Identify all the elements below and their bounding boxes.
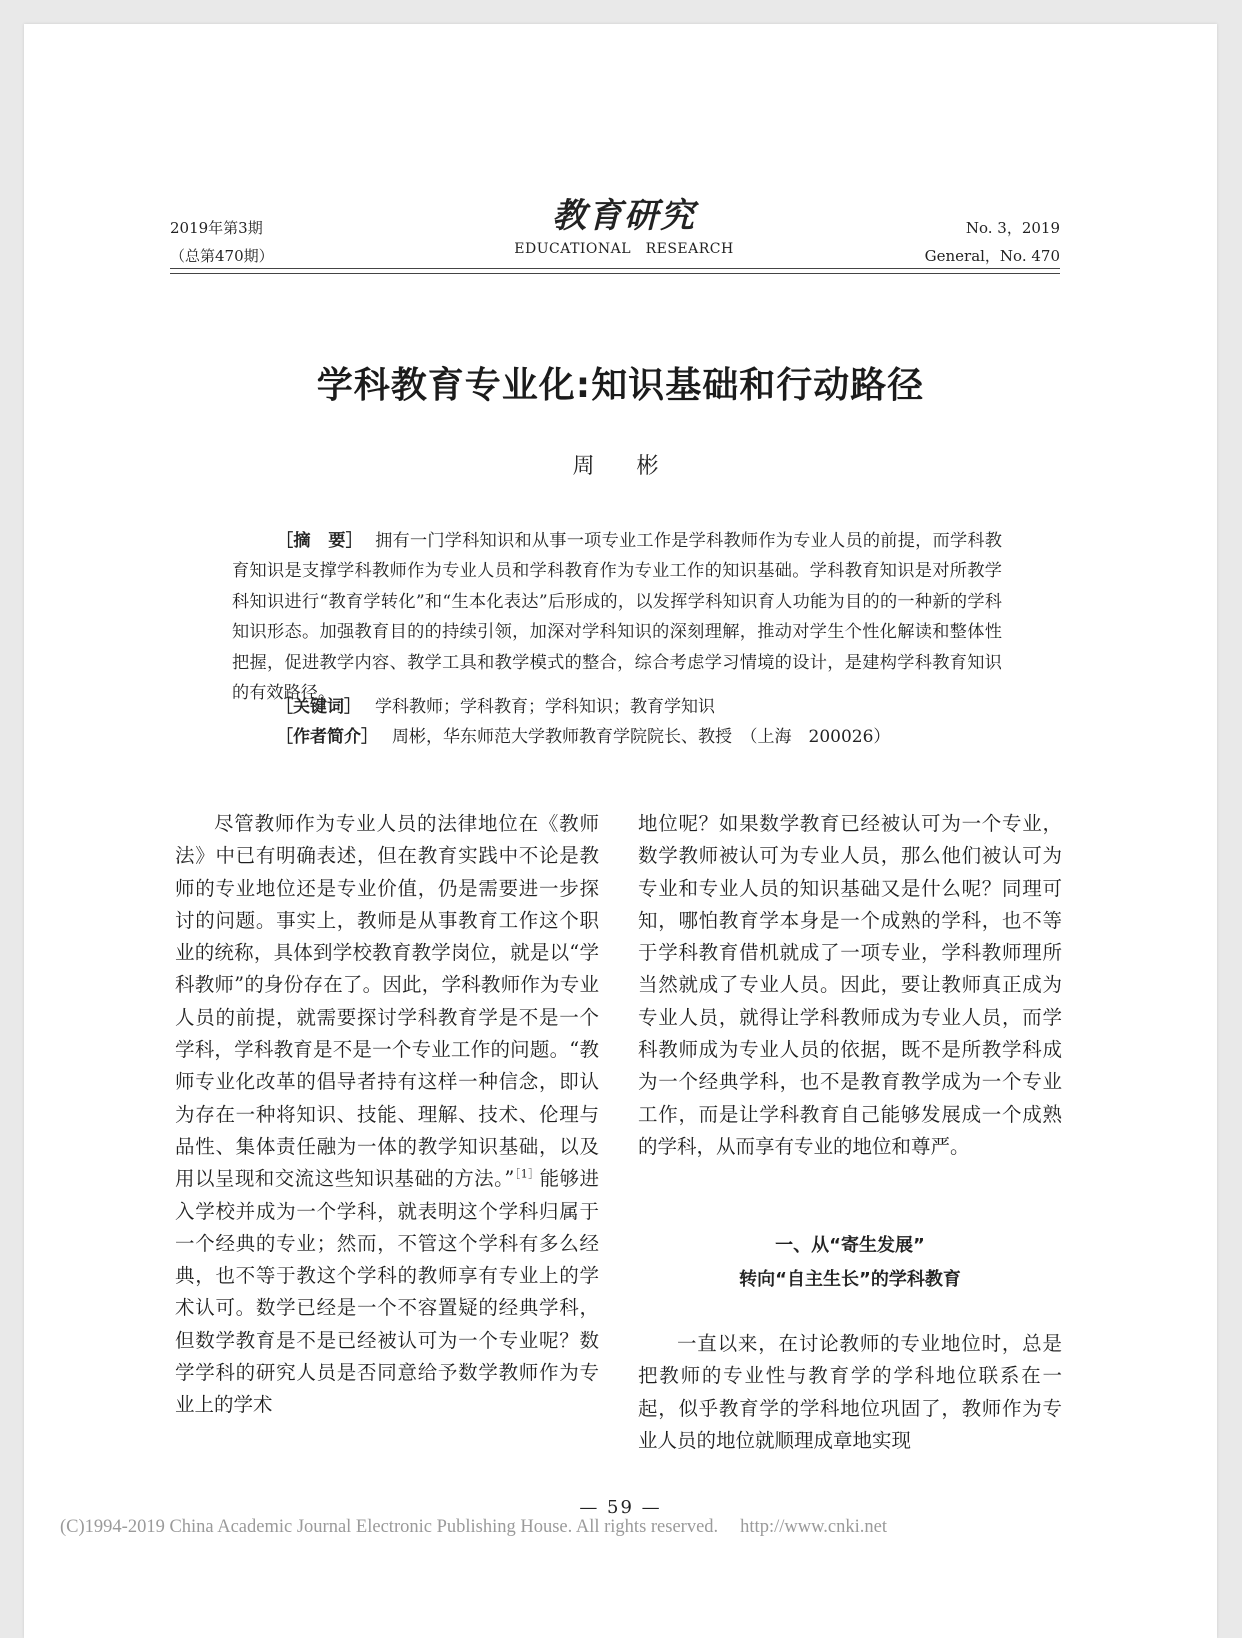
abstract	[232, 526, 1002, 708]
issue-info-cn	[170, 214, 274, 270]
footer-url[interactable]: http://www.cnki.net	[740, 1517, 887, 1537]
issue-year: 2019年第3期	[170, 219, 263, 237]
journal-logo: 教育研究	[552, 196, 696, 236]
article-title: 学科教育专业化:知识基础和行动路径	[316, 365, 925, 406]
body-paragraph: 一直以来，在讨论教师的专业地位时，总是把教师的专业性与教育学的学科地位联系在一起，似乎教育学的学科地位巩固了，教师作为专业人员的地位就顺理成章地实现	[638, 1332, 1062, 1452]
journal-page	[24, 24, 1217, 1638]
copyright-text: (C)1994-2019 China Academic Journal Electronic Publishing House. All rights reserved.	[60, 1517, 719, 1537]
keywords-label: ［关键词］	[276, 697, 361, 717]
journal-masthead	[494, 196, 754, 258]
issue-no-en: No. 3，2019	[965, 219, 1060, 237]
body-text-after-ref: 能够进入学校并成为一个学科，就表明这个学科归属于一个经典的专业；然而，不管这个学科有多么经典，也不等于教这个学科的教师享有专业上的学术认可。数学已经是一个不容置疑的经典学科，但数学教育是不是已经被认可为一个专业呢？数学学科的研究人员是否同意给予数学教师作为专业上的学术	[175, 1167, 599, 1417]
citation-ref[interactable]: ［1］	[514, 1167, 540, 1181]
section-heading	[638, 1229, 1062, 1297]
keywords	[276, 692, 715, 717]
body-paragraph-continued: 地位呢？如果数学教育已经被认可为一个专业，数学教师被认可为专业人员，那么他们被认可为专业和专业人员的知识基础又是什么呢？同理可知，哪怕教育学本身是一个成熟的学科，也不等于学科教育借机就成了一项专业，学科教师理所当然就成了专业人员。因此，要让教师真正成为专业人员，就得让学科教师成为专业人员，而学科教师成为专业人员的依据，既不是所教学科成为一个经典学科，也不是教育教学成为一个专业工作，而是让学科教育自己能够发展成一个成熟的学科，从而享有专业的地位和尊严。	[638, 812, 1062, 1158]
body-column-right	[638, 808, 1062, 1163]
body-paragraph	[175, 808, 599, 1422]
author-bio	[276, 722, 890, 747]
abstract-text: 拥有一门学科知识和从事一项专业工作是学科教师作为专业人员的前提，而学科教育知识是支撑学科教师作为专业人员和学科教育作为专业工作的知识基础。学科教育知识是对所教学科知识进行“教育学转化”和“生本化表达”后形成的，以发挥学科知识育人功能为目的的一种新的学科知识形态。加强教育目的的持续引领，加深对学科知识的深刻理解，推动对学生个性化解读和整体性把握，促进教学内容、教学工具和教学模式的整合，综合考虑学习情境的设计，是建构学科教育知识的有效路径。	[232, 531, 1002, 704]
body-column-left	[175, 808, 599, 1422]
copyright-footer	[60, 1517, 887, 1538]
general-no-en: General，No. 470	[924, 247, 1060, 265]
section-heading-line2: 转向“自主生长”的学科教育	[739, 1269, 961, 1290]
keywords-text: 学科教师；学科教育；学科知识；教育学知识	[375, 697, 715, 717]
body-text-before-ref: 尽管教师作为专业人员的法律地位在《教师法》中已有明确表述，但在教育实践中不论是教师的专业地位还是专业价值，仍是需要进一步探讨的问题。事实上，教师是从事教育工作这个职业的统称，具体到学校教育教学岗位，就是以“学科教师”的身份存在了。因此，学科教师作为专业人员的前提，就需要探讨学科教育学是不是一个学科，学科教育是不是一个专业工作的问题。“教师专业化改革的倡导者持有这样一种信念，即认为存在一种将知识、技能、理解、技术、伦理与品性、集体责任融为一体的教学知识基础，以及用以呈现和交流这些知识基础的方法。”	[175, 812, 599, 1191]
issue-info-en	[925, 214, 1060, 270]
page-number: — 59 —	[579, 1497, 662, 1518]
author-bio-label: ［作者简介］	[276, 727, 378, 747]
abstract-label: ［摘 要］	[276, 531, 364, 551]
journal-name-en: EDUCATIONAL RESEARCH	[514, 241, 734, 257]
issue-total: （总第470期）	[170, 247, 274, 265]
body-column-right-section	[638, 1328, 1062, 1457]
author-bio-text: 周彬，华东师范大学教师教育学院院长、教授 （上海 200026）	[392, 727, 891, 747]
header-rule-thin	[170, 273, 1060, 274]
section-heading-line1: 一、从“寄生发展”	[775, 1235, 925, 1256]
article-author: 周 彬	[572, 454, 669, 479]
header-rule-thick	[170, 268, 1060, 269]
